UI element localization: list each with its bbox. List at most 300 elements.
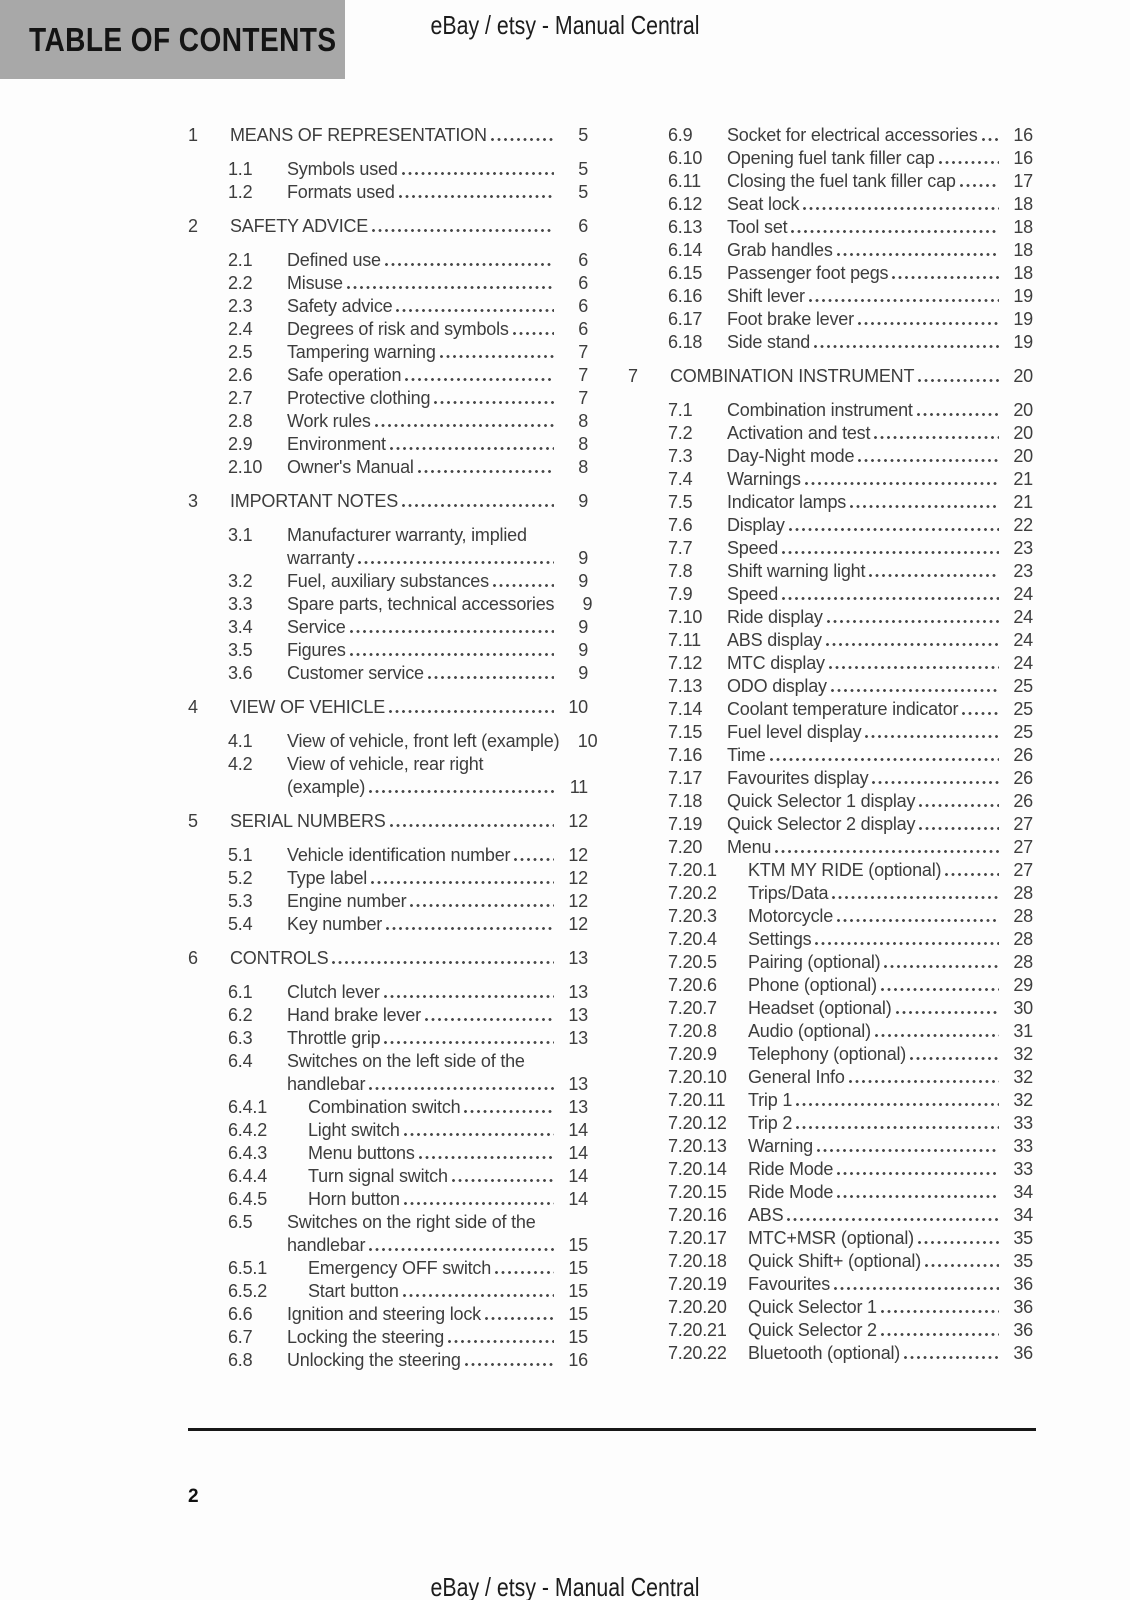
toc-entry-page: 14 — [568, 1143, 588, 1163]
toc-leader-dots — [956, 170, 1003, 187]
toc-entry-title: Switches on the left side of the — [287, 1051, 525, 1071]
toc-entry-title: Safe operation — [287, 365, 402, 385]
toc-entry[interactable] — [628, 1158, 1033, 1181]
toc-entry-number: 7.11 — [668, 630, 701, 650]
toc-entry[interactable] — [188, 318, 588, 341]
toc-entry-page: 10 — [568, 697, 588, 717]
toc-entry[interactable] — [628, 422, 1033, 445]
toc-leader-dots — [801, 468, 1003, 485]
toc-entry[interactable] — [628, 767, 1033, 790]
toc-entry[interactable] — [628, 308, 1033, 331]
toc-entry[interactable] — [628, 951, 1033, 974]
toc-entry-number: 7.20.3 — [668, 906, 717, 926]
toc-leader-dots — [481, 1303, 558, 1320]
toc-entry-number: 6.15 — [668, 263, 703, 283]
toc-entry-title: Headset (optional) — [748, 998, 892, 1018]
toc-entry-page: 16 — [1013, 125, 1033, 145]
toc-entry[interactable] — [188, 524, 588, 547]
toc-entry-number: 1.2 — [228, 182, 253, 202]
toc-leader-dots — [510, 844, 558, 861]
toc-entry-number: 6.18 — [668, 332, 703, 352]
toc-entry[interactable] — [188, 158, 588, 181]
toc-entry[interactable] — [628, 583, 1033, 606]
toc-entry[interactable] — [628, 1112, 1033, 1135]
toc-entry-page: 11 — [569, 777, 588, 797]
toc-entry-title: Work rules — [287, 411, 371, 431]
toc-leader-dots — [559, 730, 567, 747]
toc-entry-title: Indicator lamps — [727, 492, 847, 512]
toc-leader-dots — [380, 1027, 558, 1044]
toc-entry-page: 20 — [1013, 400, 1033, 420]
toc-entry-title: Trip 1 — [748, 1090, 793, 1110]
toc-entry[interactable] — [628, 928, 1033, 951]
toc-entry[interactable] — [188, 1280, 588, 1303]
toc-entry[interactable] — [188, 730, 598, 753]
toc-entry-title: VIEW OF VEHICLE — [230, 697, 386, 717]
toc-entry-number: 4.1 — [228, 731, 253, 751]
toc-entry[interactable] — [628, 399, 1033, 422]
toc-entry-title: Type label — [287, 868, 368, 888]
toc-entry-page: 10 — [577, 731, 598, 751]
toc-entry-number: 2.10 — [228, 457, 263, 477]
toc-entry-title: Start button — [308, 1281, 399, 1301]
toc-entry-page: 13 — [568, 982, 588, 1002]
toc-entry[interactable] — [188, 456, 588, 479]
toc-entry-page: 5 — [578, 159, 588, 179]
toc-entry-page: 20 — [1013, 423, 1033, 443]
toc-leader-dots — [865, 560, 1003, 577]
toc-entry-number: 5.1 — [228, 845, 253, 865]
toc-entry-number: 7.20.14 — [668, 1159, 727, 1179]
toc-entry-title: Ride Mode — [748, 1182, 834, 1202]
toc-leader-dots — [444, 1326, 558, 1343]
toc-entry[interactable] — [628, 331, 1033, 354]
toc-leader-dots — [846, 491, 1003, 508]
toc-entry[interactable] — [188, 1349, 588, 1372]
toc-entry-title: Quick Selector 1 — [748, 1297, 877, 1317]
toc-entry-page: 20 — [1013, 446, 1033, 466]
toc-entry-number: 4 — [188, 697, 198, 717]
toc-entry-number: 6.1 — [228, 982, 253, 1002]
toc-entry[interactable] — [628, 629, 1033, 652]
toc-entry-page: 12 — [568, 914, 588, 934]
toc-entry[interactable] — [628, 790, 1033, 813]
toc-entry-number: 7.20.20 — [668, 1297, 727, 1317]
toc-entry-page: 12 — [568, 868, 588, 888]
toc-leader-dots — [460, 1096, 558, 1113]
toc-entry-title: Figures — [287, 640, 346, 660]
toc-leader-dots — [877, 1319, 1003, 1336]
toc-entry-number: 4.2 — [228, 754, 253, 774]
toc-entry-page: 9 — [578, 640, 588, 660]
toc-entry-title: SERIAL NUMBERS — [230, 811, 386, 831]
toc-leader-dots — [785, 514, 1003, 531]
toc-entry-title: SAFETY ADVICE — [230, 216, 369, 236]
toc-leader-dots — [978, 124, 1004, 141]
toc-entry[interactable] — [188, 753, 588, 776]
toc-column-left — [188, 124, 598, 1372]
toc-leader-dots — [915, 813, 1003, 830]
toc-entry-page: 36 — [1013, 1297, 1033, 1317]
toc-entry-title: Passenger foot pegs — [727, 263, 889, 283]
toc-entry[interactable] — [628, 239, 1033, 262]
toc-entry-page: 8 — [578, 411, 588, 431]
toc-entry[interactable] — [188, 124, 588, 147]
toc-entry[interactable] — [628, 124, 1033, 147]
toc-entry-title: Light switch — [308, 1120, 400, 1140]
toc-entry[interactable] — [628, 721, 1033, 744]
toc-entry-page: 5 — [578, 125, 588, 145]
toc-entry[interactable] — [628, 1273, 1033, 1296]
toc-leader-dots — [421, 1004, 558, 1021]
toc-entry-page: 33 — [1013, 1113, 1033, 1133]
toc-entry[interactable] — [628, 1043, 1033, 1066]
toc-entry-number: 7.5 — [668, 492, 693, 512]
toc-leader-dots — [766, 744, 1003, 761]
toc-entry[interactable] — [628, 836, 1033, 859]
toc-entry[interactable] — [628, 1204, 1033, 1227]
toc-entry[interactable] — [628, 445, 1033, 468]
toc-entry-number: 7.6 — [668, 515, 693, 535]
toc-entry[interactable] — [628, 468, 1033, 491]
toc-entry-title: Throttle grip — [287, 1028, 381, 1048]
toc-entry-number: 7.20.8 — [668, 1021, 717, 1041]
toc-leader-dots — [813, 1135, 1003, 1152]
toc-entry[interactable] — [628, 285, 1033, 308]
toc-entry-number: 3.4 — [228, 617, 253, 637]
toc-entry-title: Quick Selector 2 display — [727, 814, 916, 834]
toc-entry[interactable] — [628, 1135, 1033, 1158]
toc-entry[interactable] — [188, 1303, 588, 1326]
toc-entry-number: 2.7 — [228, 388, 253, 408]
toc-entry[interactable] — [188, 776, 588, 799]
toc-leader-dots — [828, 882, 1003, 899]
toc-entry-number: 7 — [628, 366, 638, 386]
toc-leader-dots — [771, 836, 1003, 853]
toc-entry[interactable] — [628, 1250, 1033, 1273]
toc-entry[interactable] — [628, 193, 1033, 216]
toc-entry-page: 21 — [1013, 492, 1033, 512]
toc-entry[interactable] — [628, 262, 1033, 285]
toc-entry[interactable] — [188, 1073, 588, 1096]
toc-entry-number: 3.6 — [228, 663, 253, 683]
toc-entry-title: MEANS OF REPRESENTATION — [230, 125, 487, 145]
toc-entry-number: 6.2 — [228, 1005, 253, 1025]
toc-entry[interactable] — [188, 490, 588, 513]
toc-entry-page: 34 — [1013, 1205, 1033, 1225]
toc-entry[interactable] — [628, 1296, 1033, 1319]
toc-entry[interactable] — [188, 341, 588, 364]
toc-leader-dots — [825, 652, 1003, 669]
toc-columns — [188, 124, 1033, 1372]
toc-entry-title: Environment — [287, 434, 386, 454]
toc-entry-page: 14 — [568, 1166, 588, 1186]
toc-entry[interactable] — [628, 606, 1033, 629]
toc-entry-title: Key number — [287, 914, 383, 934]
toc-leader-dots — [346, 639, 558, 656]
toc-entry-title: Unlocking the steering — [287, 1350, 461, 1370]
toc-entry-title: Socket for electrical accessories — [727, 125, 978, 145]
toc-entry-title: Menu buttons — [308, 1143, 415, 1163]
toc-entry-number: 7.20.1 — [668, 860, 717, 880]
toc-entry[interactable] — [188, 410, 588, 433]
toc-entry[interactable] — [628, 1342, 1033, 1365]
toc-entry-page: 9 — [578, 617, 588, 637]
toc-entry-title: Misuse — [287, 273, 343, 293]
toc-entry-number: 6.10 — [668, 148, 703, 168]
toc-entry[interactable] — [188, 947, 588, 970]
toc-entry[interactable] — [628, 170, 1033, 193]
toc-entry[interactable] — [188, 867, 588, 890]
toc-leader-dots — [913, 399, 1003, 416]
toc-entry[interactable] — [628, 675, 1033, 698]
toc-leader-dots — [385, 696, 558, 713]
toc-entry-title: handlebar — [287, 1074, 366, 1094]
toc-entry-number: 2.4 — [228, 319, 253, 339]
toc-entry[interactable] — [628, 147, 1033, 170]
toc-entry[interactable] — [628, 1181, 1033, 1204]
toc-leader-dots — [395, 181, 558, 198]
toc-entry-number: 3.1 — [228, 525, 253, 545]
toc-entry[interactable] — [628, 698, 1033, 721]
toc-entry-page: 6 — [578, 273, 588, 293]
toc-leader-dots — [833, 1158, 1003, 1175]
toc-entry-title: Protective clothing — [287, 388, 431, 408]
toc-entry[interactable] — [628, 560, 1033, 583]
toc-entry[interactable] — [628, 514, 1033, 537]
toc-entry-number: 6.4.5 — [228, 1189, 268, 1209]
toc-leader-dots — [914, 365, 1003, 382]
toc-entry-title: Vehicle identification number — [287, 845, 511, 865]
toc-entry-title: ABS display — [727, 630, 822, 650]
toc-entry[interactable] — [628, 491, 1033, 514]
toc-entry[interactable] — [188, 249, 588, 272]
toc-entry-title: Seat lock — [727, 194, 800, 214]
toc-entry[interactable] — [188, 1050, 588, 1073]
toc-entry[interactable] — [628, 744, 1033, 767]
toc-entry-page: 33 — [1013, 1159, 1033, 1179]
toc-entry[interactable] — [188, 295, 588, 318]
toc-entry-page: 20 — [1013, 366, 1033, 386]
toc-entry-number: 7.19 — [668, 814, 703, 834]
toc-entry[interactable] — [188, 1326, 588, 1349]
toc-entry-number: 6.16 — [668, 286, 703, 306]
toc-entry[interactable] — [188, 570, 588, 593]
toc-entry-page: 36 — [1013, 1343, 1033, 1363]
toc-entry-title: Tampering warning — [287, 342, 436, 362]
toc-entry-page: 28 — [1013, 929, 1033, 949]
toc-entry[interactable] — [628, 813, 1033, 836]
toc-entry[interactable] — [628, 1066, 1033, 1089]
toc-entry[interactable] — [628, 1227, 1033, 1250]
toc-leader-dots — [398, 158, 558, 175]
toc-leader-dots — [871, 1020, 1003, 1037]
toc-leader-dots — [392, 295, 558, 312]
toc-entry-title: Menu — [727, 837, 772, 857]
toc-entry-title: Display — [727, 515, 785, 535]
toc-entry-title: Horn button — [308, 1189, 400, 1209]
toc-entry-title: Combination instrument — [727, 400, 913, 420]
toc-entry-page: 36 — [1013, 1320, 1033, 1340]
toc-entry[interactable] — [628, 365, 1033, 388]
toc-entry[interactable] — [188, 1142, 588, 1165]
toc-entry[interactable] — [628, 859, 1033, 882]
toc-entry[interactable] — [188, 547, 588, 570]
toc-entry-title: MTC+MSR (optional) — [748, 1228, 914, 1248]
toc-entry-page: 27 — [1013, 837, 1033, 857]
toc-leader-dots — [900, 1342, 1003, 1359]
toc-entry-number: 1.1 — [228, 159, 253, 179]
toc-entry-page: 36 — [1013, 1274, 1033, 1294]
toc-entry[interactable] — [188, 215, 588, 238]
toc-entry[interactable] — [188, 616, 588, 639]
toc-leader-dots — [827, 675, 1003, 692]
toc-leader-dots — [386, 810, 558, 827]
toc-entry[interactable] — [188, 1234, 588, 1257]
toc-entry-page: 9 — [578, 548, 588, 568]
toc-entry[interactable] — [628, 652, 1033, 675]
toc-entry-page: 9 — [582, 594, 593, 614]
toc-entry-title: Degrees of risk and symbols — [287, 319, 509, 339]
toc-entry-title: Quick Shift+ (optional) — [748, 1251, 921, 1271]
toc-entry[interactable] — [628, 974, 1033, 997]
toc-entry-title: Shift lever — [727, 286, 805, 306]
toc-entry-number: 6 — [188, 948, 198, 968]
toc-entry-title: CONTROLS — [230, 948, 329, 968]
toc-entry-number: 6.4.1 — [228, 1097, 268, 1117]
toc-leader-dots — [778, 537, 1003, 554]
toc-entry-title: General Info — [748, 1067, 845, 1087]
toc-leader-dots — [491, 1257, 558, 1274]
toc-leader-dots — [935, 147, 1003, 164]
toc-entry-number: 7.20.16 — [668, 1205, 727, 1225]
toc-entry-page: 24 — [1013, 630, 1033, 650]
toc-leader-dots — [792, 1089, 1003, 1106]
toc-leader-dots — [365, 1234, 558, 1251]
toc-entry-title: handlebar — [287, 1235, 366, 1255]
toc-entry-title: Clutch lever — [287, 982, 380, 1002]
toc-entry-number: 7.20.10 — [668, 1067, 727, 1087]
toc-entry-title: Trip 2 — [748, 1113, 793, 1133]
toc-entry-title: Ride display — [727, 607, 823, 627]
toc-entry[interactable] — [628, 216, 1033, 239]
toc-entry[interactable] — [188, 364, 588, 387]
toc-leader-dots — [833, 1181, 1003, 1198]
toc-entry-number: 7.20.13 — [668, 1136, 727, 1156]
toc-entry-title: ODO display — [727, 676, 827, 696]
toc-entry[interactable] — [628, 1089, 1033, 1112]
toc-entry[interactable] — [628, 997, 1033, 1020]
toc-leader-dots — [399, 1280, 558, 1297]
toc-entry-page: 8 — [578, 457, 588, 477]
toc-entry-page: 24 — [1013, 607, 1033, 627]
toc-entry-title: Opening fuel tank filler cap — [727, 148, 935, 168]
toc-entry-page: 15 — [568, 1258, 588, 1278]
toc-entry-title: Quick Selector 2 — [748, 1320, 877, 1340]
toc-entry[interactable] — [188, 593, 593, 616]
toc-entry[interactable] — [628, 905, 1033, 928]
toc-entry[interactable] — [188, 913, 588, 936]
toc-entry[interactable] — [628, 1020, 1033, 1043]
toc-leader-dots — [787, 216, 1003, 233]
toc-entry-number: 7.3 — [668, 446, 693, 466]
toc-entry-number: 6.5.2 — [228, 1281, 268, 1301]
toc-entry-page: 29 — [1013, 975, 1033, 995]
toc-entry[interactable] — [188, 981, 588, 1004]
toc-entry[interactable] — [188, 696, 588, 719]
toc-entry-page: 9 — [578, 663, 588, 683]
page-number: 2 — [188, 1486, 199, 1507]
toc-entry-number: 3.2 — [228, 571, 253, 591]
toc-entry[interactable] — [188, 1027, 588, 1050]
toc-entry-title: Time — [727, 745, 766, 765]
toc-leader-dots — [854, 445, 1003, 462]
toc-entry[interactable] — [188, 810, 588, 833]
toc-entry-title: Ride Mode — [748, 1159, 834, 1179]
toc-entry[interactable] — [188, 387, 588, 410]
toc-entry-page: 28 — [1013, 952, 1033, 972]
toc-entry[interactable] — [188, 433, 588, 456]
toc-entry-title: Customer service — [287, 663, 424, 683]
toc-leader-dots — [386, 433, 558, 450]
toc-entry[interactable] — [188, 1165, 588, 1188]
toc-entry-page: 34 — [1013, 1182, 1033, 1202]
toc-entry[interactable] — [188, 890, 588, 913]
toc-entry-number: 5.4 — [228, 914, 253, 934]
toc-entry-page: 12 — [568, 891, 588, 911]
toc-entry-number: 7.20.17 — [668, 1228, 727, 1248]
toc-entry[interactable] — [188, 1211, 588, 1234]
toc-entry-title: Telephony (optional) — [748, 1044, 907, 1064]
toc-entry-number: 2.1 — [228, 250, 253, 270]
toc-entry[interactable] — [188, 1119, 588, 1142]
toc-entry-number: 7.20.2 — [668, 883, 717, 903]
toc-entry-number: 6.4 — [228, 1051, 253, 1071]
toc-entry[interactable] — [188, 272, 588, 295]
toc-entry[interactable] — [188, 1004, 588, 1027]
toc-entry-title: Shift warning light — [727, 561, 866, 581]
toc-entry-title: MTC display — [727, 653, 825, 673]
toc-leader-dots — [810, 331, 1003, 348]
toc-entry[interactable] — [188, 1096, 588, 1119]
toc-leader-dots — [778, 583, 1003, 600]
toc-leader-dots — [888, 262, 1003, 279]
toc-entry-title: (example) — [287, 777, 366, 797]
toc-entry[interactable] — [628, 1319, 1033, 1342]
toc-entry-number: 2.9 — [228, 434, 253, 454]
toc-entry-number: 7.20.15 — [668, 1182, 727, 1202]
toc-entry-page: 28 — [1013, 883, 1033, 903]
toc-entry[interactable] — [188, 844, 588, 867]
toc-entry[interactable] — [188, 1257, 588, 1280]
toc-leader-dots — [436, 341, 558, 358]
toc-leader-dots — [424, 662, 558, 679]
toc-entry-title: Favourites display — [727, 768, 869, 788]
toc-entry-number: 7.12 — [668, 653, 703, 673]
toc-entry[interactable] — [628, 882, 1033, 905]
toc-entry-title: Turn signal switch — [308, 1166, 448, 1186]
toc-entry[interactable] — [188, 181, 588, 204]
toc-entry[interactable] — [188, 662, 588, 685]
toc-leader-dots — [328, 947, 558, 964]
toc-entry-page: 14 — [568, 1120, 588, 1140]
toc-entry-title: Service — [287, 617, 346, 637]
toc-entry-title: Phone (optional) — [748, 975, 877, 995]
toc-entry[interactable] — [628, 537, 1033, 560]
toc-entry[interactable] — [188, 639, 588, 662]
toc-entry[interactable] — [188, 1188, 588, 1211]
toc-entry-page: 8 — [578, 434, 588, 454]
